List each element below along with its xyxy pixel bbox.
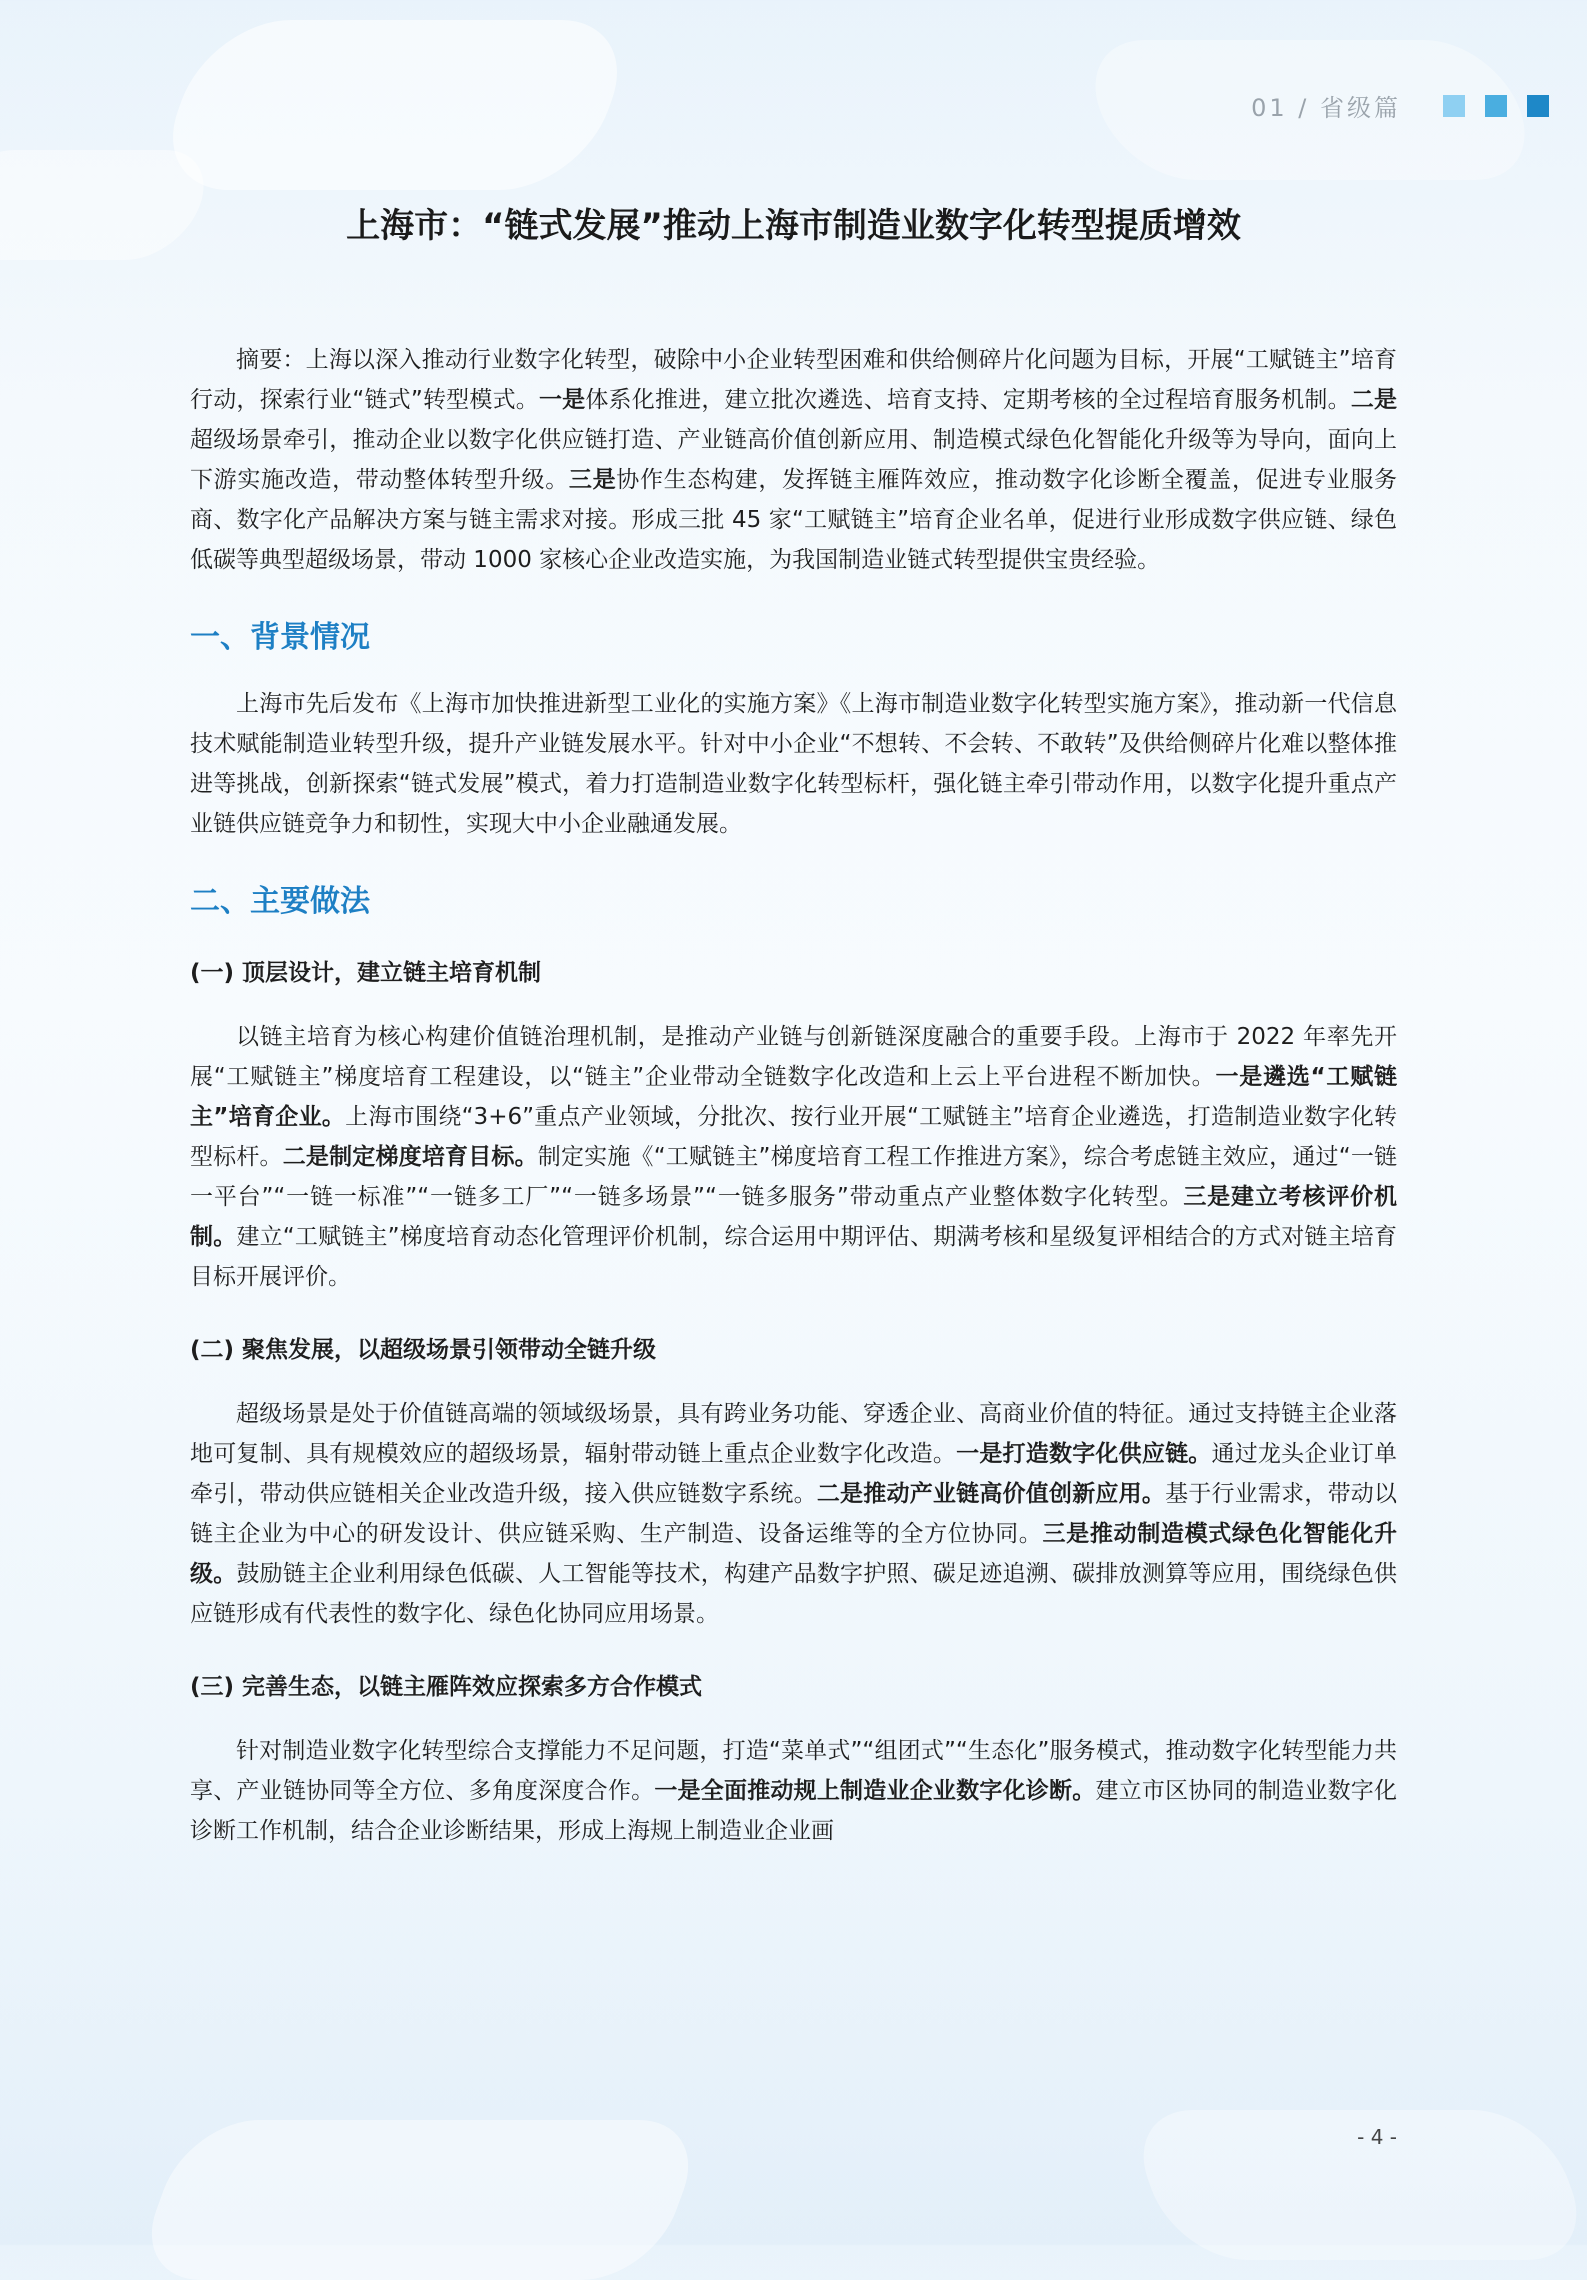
paragraph-text: 建立“工赋链主”梯度培育动态化管理评价机制，综合运用中期评估、期满考核和星级复评相结合的方式对链主培育目标开展评价。: [190, 1224, 1397, 1290]
page-title: 上海市：“链式发展”推动上海市制造业数字化转型提质增效: [346, 206, 1241, 246]
section-tag-label: 01 / 省级篇: [1251, 94, 1401, 122]
paragraph-highlight: 一是遴选“工赋链主”培育企业。: [190, 1064, 1397, 1130]
paragraph-highlight: 二是制定梯度培育目标。: [282, 1144, 538, 1170]
subsection-3-paragraph: [190, 1731, 1397, 1851]
background-decoration: [149, 20, 641, 190]
paragraph-highlight: 三是建立考核评价机制。: [190, 1184, 1397, 1250]
section-heading-background: 一、背景情况: [190, 620, 370, 655]
abstract-text: 摘要：上海以深入推动行业数字化转型，破除中小企业转型困难和供给侧碎片化问题为目标，开展“工赋链主”培育行动，探索行业“链式”转型模式。: [190, 347, 1397, 413]
abstract-highlight: 二是: [1350, 387, 1398, 413]
subsection-heading-2: (二) 聚焦发展，以超级场景引领带动全链升级: [190, 1337, 657, 1363]
paragraph-text: 以链主培育为核心构建价值链治理机制，是推动产业链与创新链深度融合的重要手段。上海市于 2022 年率先开展“工赋链主”梯度培育工程建设，以“链主”企业带动全链数字化改造和上云上平台进程不断加快。: [190, 1024, 1397, 1090]
paragraph-text: 制定实施《“工赋链主”梯度培育工程工作推进方案》，综合考虑链主效应，通过“一链一平台”“一链一标准”“一链多工厂”“一链多场景”“一链多服务”带动重点产业整体数字化转型。: [190, 1144, 1398, 1210]
paragraph-text: 建立市区协同的制造业数字化诊断工作机制，结合企业诊断结果，形成上海规上制造业企业画: [190, 1778, 1398, 1844]
background-decoration: [1123, 2110, 1587, 2260]
subsection-heading-3: (三) 完善生态，以链主雁阵效应探索多方合作模式: [190, 1674, 703, 1700]
section-tag: [1251, 88, 1549, 123]
paragraph-text: 针对制造业数字化转型综合支撑能力不足问题，打造“菜单式”“组团式”“生态化”服务模式，推动数字化转型能力共享、产业链协同等全方位、多角度深度合作。: [190, 1738, 1397, 1804]
subsection-2-paragraph: [190, 1394, 1397, 1634]
document-body: [190, 340, 1397, 1851]
background-decoration: [131, 2120, 709, 2280]
subsection-heading-1: (一) 顶层设计，建立链主培育机制: [190, 960, 542, 986]
paragraph-text: 通过龙头企业订单牵引，带动供应链相关企业改造升级，接入供应链数字系统。: [190, 1441, 1398, 1507]
paragraph-highlight: 三是推动制造模式绿色化智能化升级。: [190, 1521, 1398, 1587]
square-icon-mid: [1485, 95, 1507, 117]
paragraph-highlight: 一是全面推动规上制造业企业数字化诊断。: [654, 1778, 1096, 1804]
subsection-1-paragraph: [190, 1017, 1397, 1297]
paragraph-text: 基于行业需求，带动以链主企业为中心的研发设计、供应链采购、生产制造、设备运维等的全方位协同。: [190, 1481, 1398, 1547]
paragraph-highlight: 二是推动产业链高价值创新应用。: [816, 1481, 1166, 1507]
abstract-text: 超级场景牵引，推动企业以数字化供应链打造、产业链高价值创新应用、制造模式绿色化智能化升级等为导向，面向上下游实施改造，带动整体转型升级。: [190, 427, 1397, 493]
paragraph-text: 超级场景是处于价值链高端的领域级场景，具有跨业务功能、穿透企业、高商业价值的特征。通过支持链主企业落地可复制、具有规模效应的超级场景，辐射带动链上重点企业数字化改造。: [190, 1401, 1397, 1467]
paragraph-text: 上海市围绕“3+6”重点产业领域，分批次、按行业开展“工赋链主”培育企业遴选，打造制造业数字化转型标杆。: [190, 1104, 1397, 1170]
abstract-text: 体系化推进，建立批次遴选、培育支持、定期考核的全过程培育服务机制。: [585, 387, 1351, 413]
section-heading-approach: 二、主要做法: [190, 884, 370, 919]
square-icon-light: [1443, 95, 1465, 117]
abstract-highlight: 三是: [568, 467, 617, 493]
abstract-highlight: 一是: [538, 387, 586, 413]
page-number: - 4 -: [1357, 2125, 1397, 2149]
abstract-text: 协作生态构建，发挥链主雁阵效应，推动数字化诊断全覆盖，促进专业服务商、数字化产品解决方案与链主需求对接。形成三批 45 家“工赋链主”培育企业名单，促进行业形成数字供应链、绿色低碳等典型超级场景，带动 1000 家核心企业改造实施，为我国制造业链式转型提供宝贵经验。: [190, 467, 1398, 573]
abstract-paragraph: [190, 340, 1397, 580]
background-paragraph: 上海市先后发布《上海市加快推进新型工业化的实施方案》《上海市制造业数字化转型实施方案》，推动新一代信息技术赋能制造业转型升级，提升产业链发展水平。针对中小企业“不想转、不会转、不敢转”及供给侧碎片化难以整体推进等挑战，创新探索“链式发展”模式，着力打造制造业数字化转型标杆，强化链主牵引带动作用，以数字化提升重点产业链供应链竞争力和韧性，实现大中小企业融通发展。: [190, 691, 1397, 837]
square-icon-dark: [1527, 95, 1549, 117]
paragraph-highlight: 一是打造数字化供应链。: [956, 1441, 1212, 1467]
paragraph-text: 鼓励链主企业利用绿色低碳、人工智能等技术，构建产品数字护照、碳足迹追溯、碳排放测算等应用，围绕绿色供应链形成有代表性的数字化、绿色化协同应用场景。: [190, 1561, 1398, 1627]
